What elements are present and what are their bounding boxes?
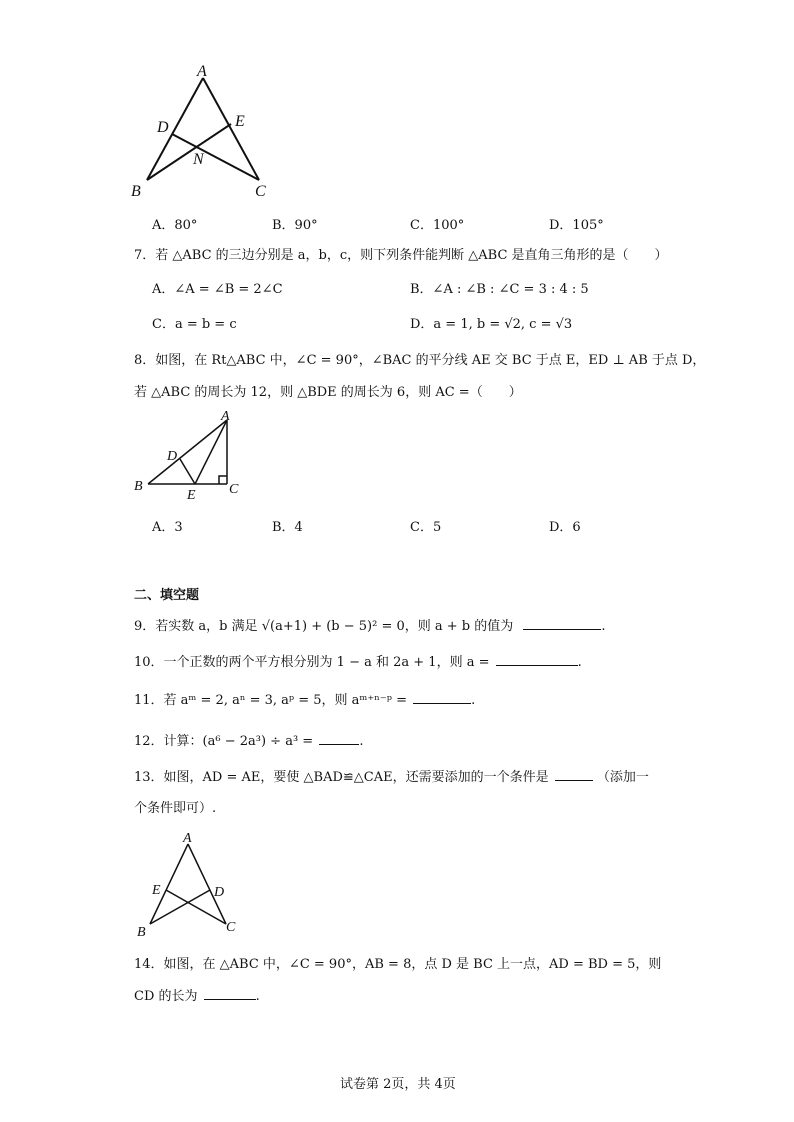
figure-q8 <box>130 406 250 502</box>
q7-option-a: A．∠A = ∠B = 2∠C <box>152 282 283 297</box>
q9-text: 9．若实数 a，b 满足 √(a+1) + (b − 5)² = 0，则 a + b 的值为 <box>134 619 514 634</box>
q9-answer-blank[interactable] <box>523 617 601 630</box>
q8-line1: 8．如图，在 Rt△ABC 中，∠C = 90°，∠BAC 的平分线 AE 交 BC 于点 E，ED ⊥ AB 于点 D， <box>134 353 706 368</box>
q8-line2: 若 △ABC 的周长为 12，则 △BDE 的周长为 6，则 AC =（ ） <box>134 385 522 400</box>
q11-answer-blank[interactable] <box>413 691 471 704</box>
label-A: A <box>197 63 207 80</box>
label-B: B <box>131 183 141 200</box>
q7-stem: 7．若 △ABC 的三边分别是 a，b，c，则下列条件能判断 △ABC 是直角三角形的是（ ） <box>134 248 668 263</box>
label-E: E <box>187 488 196 502</box>
q12: 12．计算：(a⁶ − 2a³) ÷ a³ = . <box>134 734 364 749</box>
q14-line1: 14．如图，在 △ABC 中，∠C = 90°，AB = 8，点 D 是 BC 上一点，AD = BD = 5，则 <box>134 957 662 972</box>
label-D: D <box>167 449 178 464</box>
label-N: N <box>193 151 204 168</box>
q9: 9．若实数 a，b 满足 √(a+1) + (b − 5)² = 0，则 a + b 的值为 . <box>134 619 606 634</box>
q6-option-a: A．80° <box>152 218 198 233</box>
q11: 11．若 aᵐ = 2, aⁿ = 3, aᵖ = 5，则 aᵐ⁺ⁿ⁻ᵖ = . <box>134 693 476 708</box>
label-D: D <box>214 885 225 900</box>
q10-answer-blank[interactable] <box>496 653 578 666</box>
q8-option-d: D．6 <box>549 520 581 535</box>
label-A: A <box>221 409 230 424</box>
q14-answer-blank[interactable] <box>204 987 256 1000</box>
q6-option-b: B．90° <box>272 218 318 233</box>
page-footer: 试卷第 2页，共 4页 <box>340 1077 456 1092</box>
q12-answer-blank[interactable] <box>319 732 359 745</box>
q14-line2: CD 的长为 . <box>134 989 260 1004</box>
q10: 10．一个正数的两个平方根分别为 1 − a 和 2a + 1，则 a = . <box>134 655 582 670</box>
q6-option-c: C．100° <box>410 218 465 233</box>
q8-option-b: B．4 <box>272 520 303 535</box>
figure-q13 <box>130 828 250 940</box>
q13-text-tail: （添加一 <box>596 770 649 785</box>
label-A: A <box>183 831 192 846</box>
q8-option-c: C．5 <box>410 520 442 535</box>
q13-text: 13．如图，AD = AE，要使 △BAD≌△CAE，还需要添加的一个条件是 <box>134 770 549 785</box>
q13-line2: 个条件即可）. <box>134 801 217 816</box>
label-E: E <box>152 883 161 898</box>
q10-text: 10．一个正数的两个平方根分别为 1 − a 和 2a + 1，则 a = <box>134 655 490 670</box>
q6-option-d: D．105° <box>549 218 604 233</box>
label-B: B <box>134 479 143 494</box>
q11-text: 11．若 aᵐ = 2, aⁿ = 3, aᵖ = 5，则 aᵐ⁺ⁿ⁻ᵖ = <box>134 693 407 708</box>
q7-option-b: B．∠A : ∠B : ∠C = 3 : 4 : 5 <box>410 282 589 297</box>
label-C: C <box>229 482 239 497</box>
q7-option-c: C．a = b = c <box>152 317 237 332</box>
label-B: B <box>137 925 146 940</box>
q14-text: CD 的长为 <box>134 989 198 1004</box>
label-C: C <box>255 183 266 200</box>
q12-text: 12．计算：(a⁶ − 2a³) ÷ a³ = <box>134 734 314 749</box>
section-title: 二、填空题 <box>134 588 200 603</box>
label-C: C <box>226 920 236 935</box>
figure-q6 <box>125 62 285 202</box>
q8-option-a: A．3 <box>152 520 183 535</box>
label-D: D <box>157 119 169 136</box>
q13-line1 <box>134 766 649 785</box>
q7-option-d: D．a = 1, b = √2, c = √3 <box>410 317 573 332</box>
q13-answer-blank[interactable] <box>555 768 593 781</box>
label-E: E <box>235 113 245 130</box>
